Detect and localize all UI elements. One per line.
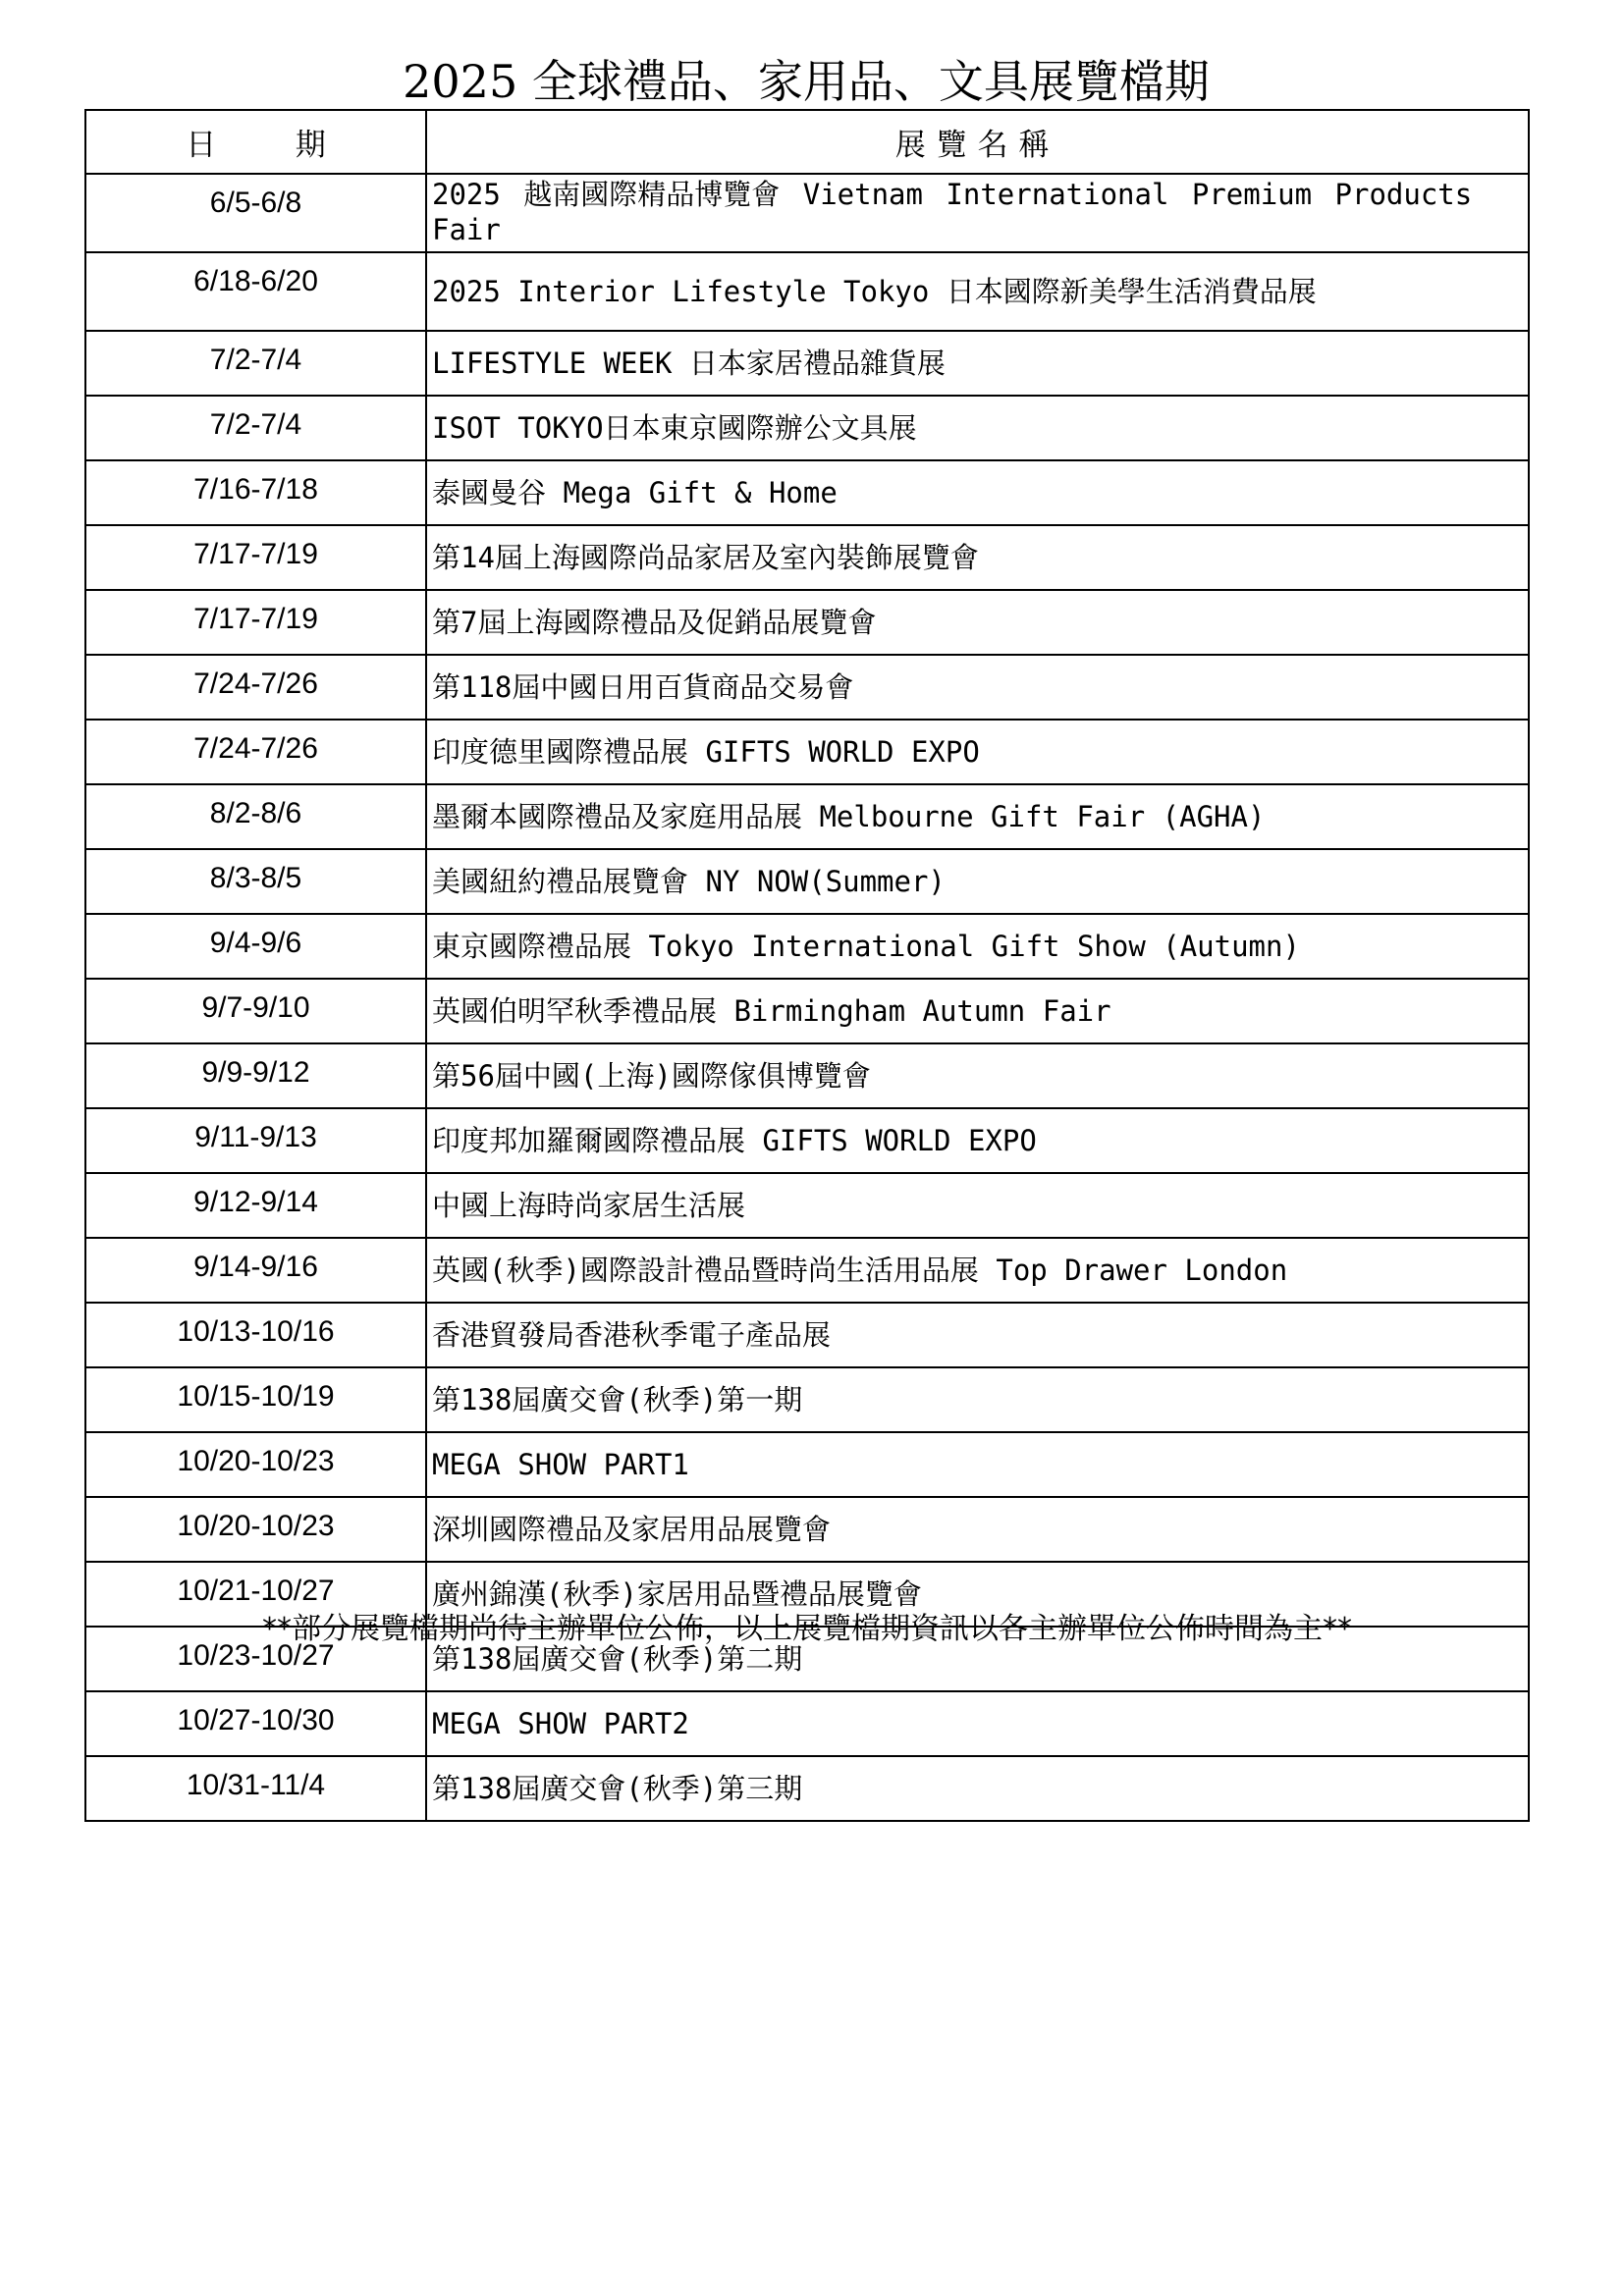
table-row [85,396,1529,460]
date-cell: 10/21-10/27 [85,1562,426,1627]
date-cell: 9/9-9/12 [85,1043,426,1108]
exhibition-name-cell: 廣州錦漢(秋季)家居用品暨禮品展覽會 [426,1562,1529,1627]
date-cell: 10/27-10/30 [85,1691,426,1756]
table-row [85,331,1529,396]
exhibition-name-cell: 英國伯明罕秋季禮品展 Birmingham Autumn Fair [426,979,1529,1043]
date-cell: 6/5-6/8 [85,174,426,252]
exhibition-name-cell: 中國上海時尚家居生活展 [426,1173,1529,1238]
date-cell: 8/3-8/5 [85,849,426,914]
date-cell: 8/2-8/6 [85,784,426,849]
exhibition-name-cell: 第138屆廣交會(秋季)第一期 [426,1367,1529,1432]
table-row [85,1691,1529,1756]
table-row [85,979,1529,1043]
date-cell: 7/24-7/26 [85,655,426,720]
table-row [85,525,1529,590]
date-cell: 9/14-9/16 [85,1238,426,1303]
exhibition-name-cell: 美國紐約禮品展覽會 NY NOW(Summer) [426,849,1529,914]
exhibition-name-cell: ISOT TOKYO日本東京國際辦公文具展 [426,396,1529,460]
table-row [85,460,1529,525]
date-cell: 10/20-10/23 [85,1432,426,1497]
exhibition-name-cell: 英國(秋季)國際設計禮品暨時尚生活用品展 Top Drawer London [426,1238,1529,1303]
date-cell: 6/18-6/20 [85,252,426,331]
date-cell: 7/24-7/26 [85,720,426,784]
date-cell: 7/16-7/18 [85,460,426,525]
date-cell: 10/13-10/16 [85,1303,426,1367]
table-row [85,1303,1529,1367]
exhibition-name-cell: 香港貿發局香港秋季電子產品展 [426,1303,1529,1367]
date-cell: 10/20-10/23 [85,1497,426,1562]
table-row [85,655,1529,720]
table-header-row [85,110,1529,174]
name-column-header: 展覽名稱 [426,110,1529,174]
exhibition-name-cell: 印度德里國際禮品展 GIFTS WORLD EXPO [426,720,1529,784]
date-cell: 7/2-7/4 [85,331,426,396]
exhibition-name-cell: 東京國際禮品展 Tokyo International Gift Show (Autumn) [426,914,1529,979]
date-cell: 10/23-10/27 [85,1627,426,1691]
date-cell: 9/12-9/14 [85,1173,426,1238]
exhibition-name-cell: MEGA SHOW PART1 [426,1432,1529,1497]
exhibition-name-cell: 第138屆廣交會(秋季)第二期 [426,1627,1529,1691]
date-cell: 9/7-9/10 [85,979,426,1043]
exhibition-name-cell: 第56屆中國(上海)國際傢俱博覽會 [426,1043,1529,1108]
exhibition-name-cell: 2025 Interior Lifestyle Tokyo 日本國際新美學生活消費品展 [426,252,1529,331]
table-row [85,1173,1529,1238]
exhibition-name-cell: 第138屆廣交會(秋季)第三期 [426,1756,1529,1821]
exhibition-name-cell: 第7屆上海國際禮品及促銷品展覽會 [426,590,1529,655]
table-row [85,849,1529,914]
date-cell: 7/17-7/19 [85,525,426,590]
footnote-text: **部分展覽檔期尚待主辦單位公佈，以上展覽檔期資訊以各主辦單位公佈時間為主** [262,1612,1352,1646]
exhibition-name-cell: MEGA SHOW PART2 [426,1691,1529,1756]
table-row [85,1756,1529,1821]
table-row [85,1367,1529,1432]
table-row [85,784,1529,849]
table-row [85,1108,1529,1173]
table-row [85,1043,1529,1108]
table-row [85,720,1529,784]
exhibition-name-cell: 墨爾本國際禮品及家庭用品展 Melbourne Gift Fair (AGHA) [426,784,1529,849]
table-row [85,1432,1529,1497]
date-cell: 10/31-11/4 [85,1756,426,1821]
exhibition-name-cell: 印度邦加羅爾國際禮品展 GIFTS WORLD EXPO [426,1108,1529,1173]
table-row [85,590,1529,655]
exhibition-name-cell: 第118屆中國日用百貨商品交易會 [426,655,1529,720]
table-row [85,252,1529,331]
date-cell: 10/15-10/19 [85,1367,426,1432]
exhibition-name-cell: LIFESTYLE WEEK 日本家居禮品雜貨展 [426,331,1529,396]
page-title: 2025 全球禮品、家用品、文具展覽檔期 [403,55,1210,108]
footnote-box [84,1553,1528,1692]
table-row [85,914,1529,979]
table-row [85,1238,1529,1303]
date-cell: 9/11-9/13 [85,1108,426,1173]
date-cell: 9/4-9/6 [85,914,426,979]
table-row [85,174,1529,252]
exhibition-name-cell: 2025 越南國際精品博覽會 Vietnam International Premium Products Fair [426,174,1529,252]
exhibition-name-cell: 深圳國際禮品及家居用品展覽會 [426,1497,1529,1562]
exhibition-name-cell: 泰國曼谷 Mega Gift & Home [426,460,1529,525]
date-column-header: 日期 [85,110,426,174]
date-cell: 7/17-7/19 [85,590,426,655]
date-cell: 7/2-7/4 [85,396,426,460]
exhibition-name-cell: 第14屆上海國際尚品家居及室內裝飾展覽會 [426,525,1529,590]
